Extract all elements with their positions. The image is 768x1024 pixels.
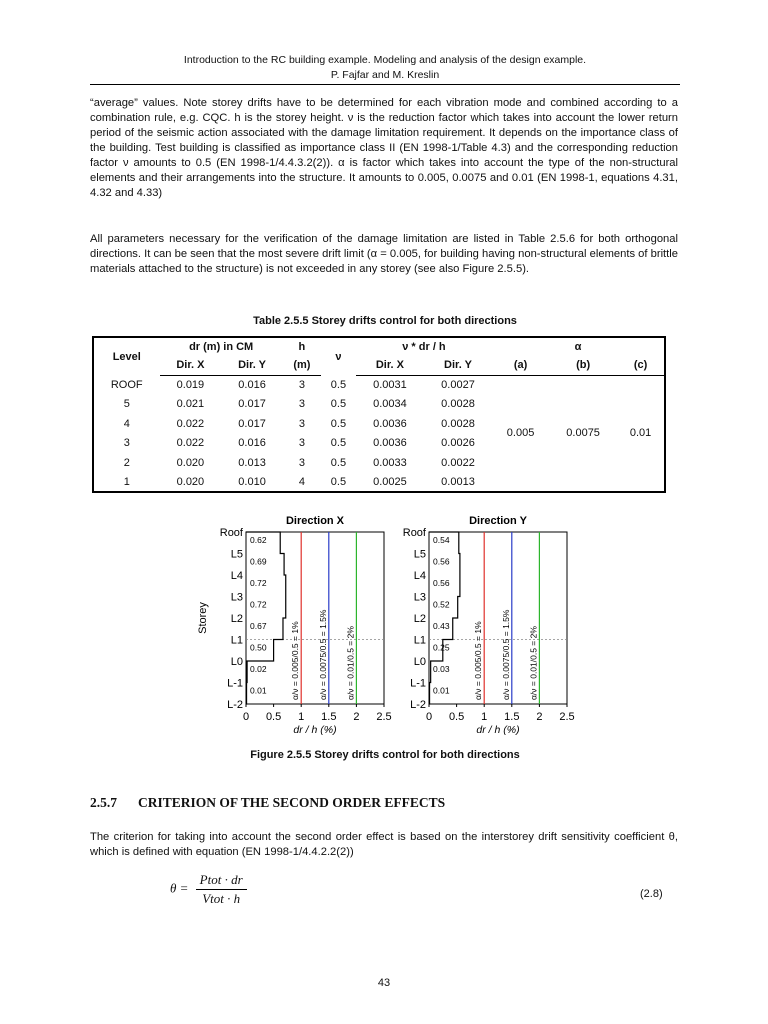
drift-value-label: 0.69 bbox=[250, 556, 267, 567]
cell-level: 2 bbox=[123, 456, 130, 469]
cell-dr-y: 0.016 bbox=[238, 379, 266, 391]
y-tick-label: L2 bbox=[230, 613, 243, 625]
cell-dr-y: 0.010 bbox=[238, 475, 266, 488]
plot-frame bbox=[429, 532, 567, 704]
y-tick-label: L3 bbox=[413, 591, 426, 604]
y-tick-label: Roof bbox=[219, 527, 243, 539]
cell-h: 3 bbox=[298, 379, 305, 391]
cell-h: 3 bbox=[298, 398, 305, 411]
table-row bbox=[93, 375, 665, 395]
y-tick-label: L0 bbox=[413, 656, 426, 668]
equation-number: (2.8) bbox=[640, 888, 663, 900]
x-tick-label: 0.5 bbox=[448, 711, 465, 723]
equation-fraction bbox=[196, 872, 247, 907]
cell-dr-y: 0.017 bbox=[238, 417, 266, 430]
drift-value-label: 0.43 bbox=[433, 621, 450, 631]
drift-value-label: 0.67 bbox=[250, 621, 267, 631]
cell-dr-x: 0.019 bbox=[176, 379, 205, 391]
plot-frame bbox=[246, 532, 384, 704]
x-tick-label: 0.5 bbox=[265, 711, 282, 723]
col-header-alpha-c: (c) bbox=[617, 356, 665, 375]
cell-level: ROOF bbox=[110, 378, 143, 391]
header-title: Introduction to the RC building example. Modeling and analysis of the design example. bbox=[183, 54, 587, 66]
cell-nu: 0.5 bbox=[330, 398, 347, 411]
limit-label-2: α/ν = 0.0075/0.5 = 1.5% bbox=[317, 609, 328, 700]
cell-h: 3 bbox=[298, 437, 305, 450]
col-header-nudr: ν * dr / h bbox=[402, 341, 446, 353]
equation-theta bbox=[170, 872, 247, 907]
cell-nudr-y: 0.0028 bbox=[441, 417, 475, 430]
cell-nudr-x: 0.0025 bbox=[373, 475, 407, 488]
limit-label-3: α/ν = 0.01/0.5 = 2% bbox=[345, 626, 356, 700]
cell-h: 4 bbox=[298, 475, 305, 488]
figure-caption: Figure 2.5.5 Storey drifts control for both directions bbox=[250, 749, 520, 761]
cell-nudr-x: 0.0031 bbox=[373, 379, 407, 391]
cell-dr-y: 0.016 bbox=[238, 437, 266, 450]
table-caption: Table 2.5.5 Storey drifts control for both directions bbox=[253, 315, 517, 327]
drift-value-label: 0.56 bbox=[433, 578, 450, 588]
cell-nudr-x: 0.0036 bbox=[373, 417, 407, 430]
cell-nu: 0.5 bbox=[330, 456, 347, 469]
col-header-level: Level bbox=[112, 350, 141, 363]
y-tick-label: L5 bbox=[413, 548, 426, 561]
y-tick-label: L4 bbox=[230, 570, 243, 582]
col-header-nudr-y: Dir. Y bbox=[424, 356, 492, 375]
cell-nudr-y: 0.0027 bbox=[441, 379, 475, 391]
x-tick-label: 1 bbox=[481, 711, 488, 723]
drift-value-label: 0.72 bbox=[250, 578, 267, 588]
cell-h: 3 bbox=[298, 417, 305, 430]
cell-level: 3 bbox=[123, 437, 130, 450]
col-header-h: h bbox=[298, 341, 306, 353]
y-tick-label: L-2 bbox=[410, 699, 426, 711]
drift-value-label: 0.52 bbox=[433, 599, 450, 610]
y-axis-label: Storey bbox=[197, 602, 209, 634]
paragraph-drift-parameters: “average” values. Note storey drifts have to be determined for each vibration mode and combined according to a combination rule, e.g. CQC. h is the storey height. ν is the reduction factor which takes into account the lower return period of the seismic action associated with the damage limitation requirement. It depends on the importance class of the building. Test building is classified as importance class II (EN 1998-1/Table 4.3) and the corresponding reduction factor ν amounts to 0.5 (EN 1998-1/4.4.3.2(2)). α is factor which takes into account the type of the non-structural elements and their arrangements into the structure. It amounts to 0.005, 0.0075 and 0.01 (EN 1998-1, equations 4.31, 4.32 and 4.33) bbox=[90, 97, 678, 199]
section-heading bbox=[90, 795, 445, 811]
x-axis-label: dr / h (%) bbox=[293, 724, 337, 736]
cell-h: 3 bbox=[298, 456, 305, 469]
drift-value-label: 0.62 bbox=[250, 535, 267, 545]
paragraph-verification: All parameters necessary for the verification of the damage limitation are listed in Table 2.5.6 for both orthogonal directions. It can be seen that the most severe drift limit (α = 0.005, for building having non-structural elements of brittle materials attached to the structure) is not exceeded in any storey (see also Figure 2.5.5). bbox=[90, 233, 678, 275]
x-tick-label: 0 bbox=[425, 711, 433, 723]
col-header-alpha-a: (a) bbox=[492, 356, 549, 375]
y-tick-label: L3 bbox=[230, 591, 243, 604]
y-tick-label: L2 bbox=[413, 613, 426, 625]
cell-dr-x: 0.021 bbox=[176, 398, 205, 411]
y-tick-label: L-2 bbox=[227, 699, 243, 711]
cell-level: 4 bbox=[123, 417, 130, 430]
cell-nudr-y: 0.0026 bbox=[441, 437, 475, 450]
cell-alpha-b: 0.0075 bbox=[566, 427, 600, 440]
chart-title: Direction Y bbox=[469, 515, 527, 527]
y-tick-label: L5 bbox=[230, 548, 243, 561]
cell-level: 1 bbox=[123, 475, 130, 488]
col-header-alpha: α bbox=[574, 341, 582, 353]
cell-dr-y: 0.013 bbox=[238, 456, 266, 469]
limit-label-3: α/ν = 0.01/0.5 = 2% bbox=[528, 626, 539, 700]
x-tick-label: 2.5 bbox=[559, 711, 575, 723]
page-number: 43 bbox=[377, 977, 391, 989]
cell-dr-x: 0.020 bbox=[176, 475, 205, 488]
col-header-dr: dr (m) in CM bbox=[189, 341, 254, 353]
cell-nudr-x: 0.0034 bbox=[373, 398, 407, 411]
drift-value-label: 0.01 bbox=[433, 685, 450, 696]
cell-nudr-y: 0.0028 bbox=[441, 398, 475, 411]
section-number: 2.5.7 bbox=[90, 795, 117, 810]
cell-dr-x: 0.022 bbox=[176, 437, 205, 450]
y-tick-label: L-1 bbox=[227, 677, 243, 690]
x-axis-label: dr / h (%) bbox=[476, 724, 520, 736]
limit-label-1: α/ν = 0.005/0.5 = 1% bbox=[290, 621, 301, 700]
col-header-alpha-b: (b) bbox=[549, 356, 617, 375]
x-tick-label: 1.5 bbox=[504, 711, 520, 723]
cell-level: 5 bbox=[123, 398, 130, 411]
x-tick-label: 1.5 bbox=[321, 711, 337, 723]
drift-value-label: 0.72 bbox=[250, 599, 267, 610]
paragraph-second-order: The criterion for taking into account the second order effect is based on the interstorey drift sensitivity coefficient θ, which is defined with equation (EN 1998-1/4.4.2.2(2)) bbox=[90, 831, 678, 858]
cell-nu: 0.5 bbox=[330, 475, 347, 488]
equation-lhs: θ = bbox=[170, 880, 189, 896]
limit-label-2: α/ν = 0.0075/0.5 = 1.5% bbox=[500, 609, 511, 700]
y-tick-label: L-1 bbox=[410, 677, 426, 690]
drift-value-label: 0.25 bbox=[433, 642, 450, 653]
cell-nu: 0.5 bbox=[330, 417, 347, 430]
running-header bbox=[90, 53, 680, 83]
drift-value-label: 0.02 bbox=[250, 664, 267, 674]
drift-value-label: 0.50 bbox=[250, 642, 267, 653]
equation-numerator: Ptot · dr bbox=[196, 872, 247, 890]
col-header-h-unit: (m) bbox=[283, 356, 321, 375]
drift-value-label: 0.54 bbox=[433, 535, 450, 545]
cell-nudr-y: 0.0022 bbox=[441, 456, 475, 469]
header-authors: P. Fajfar and M. Kreslin bbox=[330, 69, 440, 81]
col-header-nu: ν bbox=[335, 350, 342, 363]
cell-nudr-x: 0.0033 bbox=[373, 456, 407, 469]
limit-label-1: α/ν = 0.005/0.5 = 1% bbox=[473, 621, 484, 700]
drift-value-label: 0.03 bbox=[433, 664, 450, 674]
cell-nudr-y: 0.0013 bbox=[441, 475, 475, 488]
y-tick-label: L1 bbox=[413, 634, 426, 647]
storey-drift-table bbox=[92, 336, 666, 493]
cell-nu: 0.5 bbox=[330, 378, 347, 391]
y-tick-label: L1 bbox=[230, 634, 243, 647]
equation-denominator: Vtot · h bbox=[202, 891, 241, 906]
section-title: CRITERION OF THE SECOND ORDER EFFECTS bbox=[138, 795, 446, 810]
cell-nu: 0.5 bbox=[330, 437, 347, 450]
cell-alpha-a: 0.005 bbox=[506, 427, 535, 440]
y-tick-label: Roof bbox=[402, 527, 426, 539]
x-tick-label: 0 bbox=[242, 711, 250, 723]
drift-value-label: 0.01 bbox=[250, 685, 267, 696]
y-tick-label: L4 bbox=[413, 570, 426, 582]
x-tick-label: 1 bbox=[298, 711, 305, 723]
cell-nudr-x: 0.0036 bbox=[373, 437, 407, 450]
x-tick-label: 2 bbox=[536, 711, 543, 723]
chart-title: Direction X bbox=[285, 515, 345, 527]
cell-alpha-c: 0.01 bbox=[629, 427, 652, 440]
col-header-dr-y: Dir. Y bbox=[221, 356, 282, 375]
cell-dr-y: 0.017 bbox=[238, 398, 266, 411]
x-tick-label: 2 bbox=[353, 711, 360, 723]
col-header-dr-x: Dir. X bbox=[160, 356, 222, 375]
cell-dr-x: 0.022 bbox=[176, 417, 205, 430]
x-tick-label: 2.5 bbox=[376, 711, 392, 723]
col-header-nudr-x: Dir. X bbox=[356, 356, 424, 375]
drift-value-label: 0.56 bbox=[433, 556, 450, 567]
cell-dr-x: 0.020 bbox=[176, 456, 205, 469]
y-tick-label: L0 bbox=[230, 656, 243, 668]
storey-drift-figure bbox=[0, 508, 768, 748]
header-rule bbox=[90, 84, 680, 85]
